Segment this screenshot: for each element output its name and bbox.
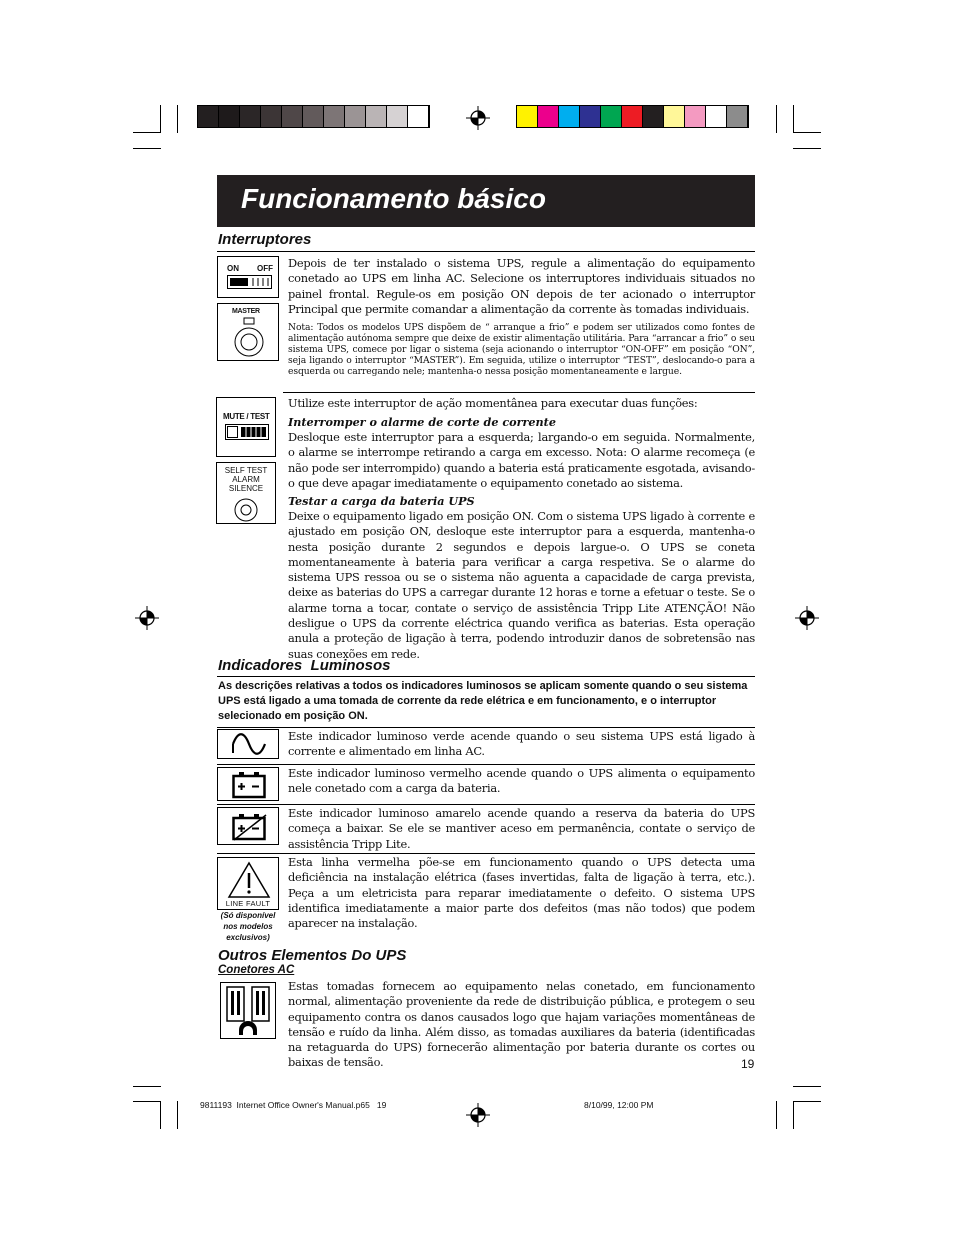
- calibration-swatch: [240, 106, 261, 127]
- off-label: OFF: [257, 264, 273, 273]
- title-band: [217, 175, 755, 227]
- interruptores-note: Nota: Todos os modelos UPS dispõem de “ arranque a frio” e podem ser utilizados como fontes de alimentação autónoma sempre que deixe de existir alimentação utilitária. Para “arrancar a frio” o seu sistema UPS, comece por ligar o sistema (seja acionando o interruptor “ON-OFF” em posição “ON”, seja ligando o interruptor “MASTER”). Em seguida, utilize o interruptor “TEST”, deslocando-o para a esquerda ou carregando nele; mantenha-o nessa posição momentaneamente e largue.: [288, 322, 755, 377]
- line-fault-caption-1: (Só disponível: [220, 911, 276, 920]
- divider: [217, 727, 755, 728]
- calibration-swatch: [643, 106, 664, 127]
- calibration-swatch: [538, 106, 559, 127]
- footer-timestamp: 8/10/99, 12:00 PM: [584, 1100, 654, 1110]
- line-fault-warning-icon: [217, 857, 279, 910]
- ac-outlet-icon: [220, 982, 276, 1039]
- master-label: MASTER: [232, 308, 260, 315]
- mute-test-label: MUTE / TEST: [223, 412, 270, 421]
- line-fault-label: LINE FAULT: [225, 899, 271, 908]
- calibration-swatch: [282, 106, 303, 127]
- calibration-swatch: [601, 106, 622, 127]
- ac-line-sine-wave-icon: [217, 729, 279, 759]
- page-number: 19: [741, 1057, 755, 1071]
- section-rule: [217, 251, 755, 252]
- on-off-switch-icon: [217, 256, 279, 298]
- section-heading-interruptores: Interruptores: [218, 231, 312, 248]
- self-test-label: SELF TEST: [224, 466, 268, 475]
- subheading-testar: Testar a carga da bateria UPS: [288, 494, 475, 508]
- registration-mark-icon: [466, 1103, 490, 1127]
- interruptores-paragraph-1: Depois de ter instalado o sistema UPS, regule a alimentação do equipamento conetado ao UPS em linha AC. Selecione os interruptores individuais situados no painel frontal. Regule-os em posição ON depois de ter acionado o interruptor Principal que permite comandar a alimentação da corrente às tomadas individuais.: [288, 256, 755, 316]
- battery-icon: [217, 767, 279, 801]
- mute-test-switch-icon: [216, 397, 276, 457]
- master-switch-icon: [217, 303, 279, 361]
- divider: [217, 853, 755, 854]
- calibration-swatch: [408, 106, 429, 127]
- calibration-swatch: [664, 106, 685, 127]
- calibration-swatch: [622, 106, 643, 127]
- indicadores-intro: As descrições relativas a todos os indicadores luminosos se aplicam somente quando o seu sistema UPS está ligado a uma tomada de corrente da rede elétrica e em funcionamento, e o interruptor selecionado em posição ON.: [218, 680, 748, 722]
- section-rule: [217, 676, 755, 677]
- alarm-label: ALARM: [232, 475, 260, 484]
- divider: [217, 804, 755, 805]
- calibration-swatch: [303, 106, 324, 127]
- calibration-swatch: [261, 106, 282, 127]
- calibration-swatch: [198, 106, 219, 127]
- calibration-swatch: [387, 106, 408, 127]
- interruptores-paragraph-2: Utilize este interruptor de ação momentânea para executar duas funções:: [288, 396, 698, 410]
- interruptores-paragraph-4: Deixe o equipamento ligado em posição ON. Com o sistema UPS ligado à corrente e ajustado em posição ON, desloque este interruptor para a esquerda, mantenha-o nesta posição durante 2 segundos e depois largue-o. O UPS se coneta momentaneamente à bateria para verificar a carga respetiva. Se o alarme do sistema UPS ressoa ou se o sistema não aguenta a capacidade de carga prevista, deixe as baterias do UPS a carregar durante 12 horas e torne a efetuar o teste. Se o alarme torna a tocar, contate o serviço de assistência Tripp Lite ATENÇÃO! Não desligue o UPS da corrente eléctrica quando verifica as baterias. Esta operação anula a proteção de ligação à terra, podendo introduzir danos de sobretensão nas suas conexões em rede.: [288, 509, 755, 661]
- gray-calibration-bar: [197, 105, 430, 128]
- calibration-swatch: [517, 106, 538, 127]
- silence-label: SILENCE: [228, 484, 264, 493]
- calibration-swatch: [324, 106, 345, 127]
- subheading-interromper: Interromper o alarme de corte de corrente: [288, 415, 556, 429]
- calibration-swatch: [727, 106, 748, 127]
- line-fault-caption-2: nos modelos: [223, 922, 273, 931]
- calibration-swatch: [366, 106, 387, 127]
- indicator-battery-low-text: Este indicador luminoso amarelo acende quando a reserva da bateria do UPS começa a baixar. Se ele se mantiver aceso em permanência, contate o serviço de assistência Tripp Lite.: [288, 806, 755, 851]
- registration-mark-icon: [466, 106, 490, 130]
- divider: [217, 764, 755, 765]
- calibration-swatch: [580, 106, 601, 127]
- page-title: Funcionamento básico: [241, 183, 546, 214]
- indicator-battery-text: Este indicador luminoso vermelho acende quando o UPS alimenta o equipamento nele conetado com a carga da bateria.: [288, 766, 755, 796]
- self-test-alarm-silence-icon: [216, 462, 276, 524]
- on-label: ON: [227, 264, 239, 273]
- section-heading-outros: Outros Elementos Do UPS: [218, 947, 407, 964]
- color-calibration-bar: [516, 105, 749, 128]
- divider: [283, 392, 755, 393]
- indicator-line-fault-text: Esta linha vermelha põe-se em funcionamento quando o UPS detecta uma deficiência na instalação elétrica (fases invertidas, falta de ligação à terra, etc.). Peça a um eletricista para reparar imediatamente o defeito. O sistema UPS identifica imediatamente a maior parte dos defeitos (mas não todos) que podem aparecer na instalação.: [288, 855, 755, 931]
- calibration-swatch: [706, 106, 727, 127]
- line-fault-caption-3: exclusivos): [226, 933, 270, 942]
- calibration-swatch: [685, 106, 706, 127]
- registration-mark-icon: [795, 606, 819, 630]
- calibration-swatch: [219, 106, 240, 127]
- outros-paragraph: Estas tomadas fornecem ao equipamento nelas conetado, em funcionamento normal, alimentação proveniente da rede de distribuição pública, e protegem o seu equipamento contra os danos causados logo que hajam variações momentâneas de tensão e ruído da linha. Além disso, as tomadas auxiliares da bateria (identificadas na retaguarda do UPS) fornecerão alimentação por bateria durante os cortes ou baixas de tensão.: [288, 979, 755, 1070]
- section-heading-indicadores: Indicadores Luminosos: [218, 657, 391, 674]
- calibration-swatch: [345, 106, 366, 127]
- subheading-conetores-ac: Conetores AC: [218, 964, 295, 976]
- battery-low-icon: [217, 807, 279, 845]
- registration-mark-icon: [135, 606, 159, 630]
- footer-file-info: 9811193 Internet Office Owner's Manual.p65 19: [200, 1100, 387, 1110]
- calibration-swatch: [559, 106, 580, 127]
- interruptores-paragraph-3: Desloque este interruptor para a esquerda; largando-o em seguida. Normalmente, o alarme se interrompe retirando a carga em excesso. Nota: O alarme recomeça (e não pode ser interrompido) quando a bateria está praticamente esgotada, avisando-o que deve apagar imediatamente o equipamento conetado ao sistema.: [288, 430, 755, 490]
- indicator-ac-text: Este indicador luminoso verde acende quando o seu sistema UPS está ligado à corrente e alimentado em linha AC.: [288, 729, 755, 759]
